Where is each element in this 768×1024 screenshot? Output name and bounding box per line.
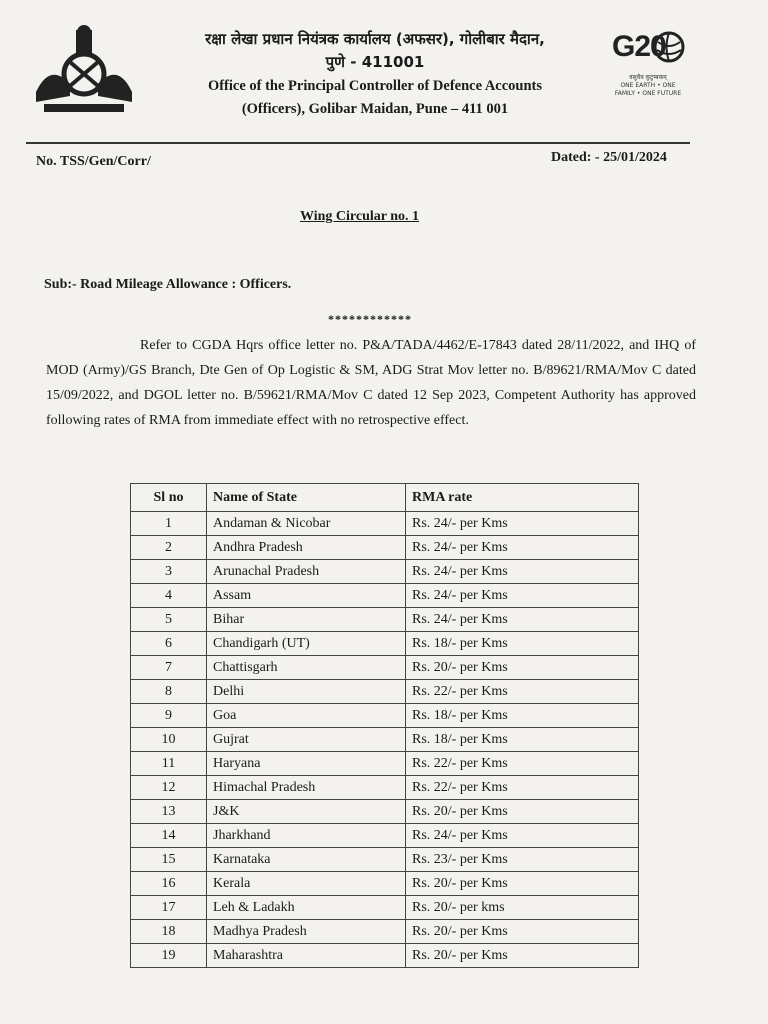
table-row xyxy=(131,536,639,560)
table-row xyxy=(131,512,639,536)
state-cell: Chandigarh (UT) xyxy=(207,632,406,656)
rate-cell: Rs. 24/- per Kms xyxy=(406,824,639,848)
state-cell: Karnataka xyxy=(207,848,406,872)
state-cell: Maharashtra xyxy=(207,944,406,968)
letter-date: Dated: - 25/01/2024 xyxy=(551,150,667,165)
rate-cell: Rs. 18/- per Kms xyxy=(406,632,639,656)
sl-cell: 18 xyxy=(131,920,207,944)
table-row xyxy=(131,920,639,944)
sl-cell: 8 xyxy=(131,680,207,704)
rate-cell: Rs. 24/- per Kms xyxy=(406,584,639,608)
header-divider xyxy=(26,142,690,144)
state-cell: Jharkhand xyxy=(207,824,406,848)
rate-cell: Rs. 20/- per Kms xyxy=(406,944,639,968)
table-header-row xyxy=(131,484,639,512)
rate-cell: Rs. 18/- per Kms xyxy=(406,728,639,752)
rate-cell: Rs. 24/- per Kms xyxy=(406,512,639,536)
state-cell: Kerala xyxy=(207,872,406,896)
g20-tagline xyxy=(612,74,684,98)
state-cell: Andhra Pradesh xyxy=(207,536,406,560)
rate-cell: Rs. 24/- per Kms xyxy=(406,608,639,632)
sl-cell: 2 xyxy=(131,536,207,560)
g20-logo: G20 xyxy=(612,30,666,63)
body-paragraph: Refer to CGDA Hqrs office letter no. P&A/TADA/4462/E-17843 dated 28/11/2022, and IHQ of MOD (Army)/GS Branch, Dte Gen of Op Logistic & SM, ADG Strat Mov letter no. B/89621/RMA/Mov C dated 15/09/2022, and DGOL letter no. B/59621/RMA/Mov C dated 12 Sep 2023, Competent Authority has approved following rates of RMA from immediate effect with no retrospective effect. xyxy=(46,338,696,428)
sl-cell: 1 xyxy=(131,512,207,536)
rate-cell: Rs. 22/- per Kms xyxy=(406,776,639,800)
sl-cell: 6 xyxy=(131,632,207,656)
rma-rates-table xyxy=(130,483,639,968)
sl-cell: 13 xyxy=(131,800,207,824)
table-row xyxy=(131,704,639,728)
rate-cell: Rs. 20/- per Kms xyxy=(406,800,639,824)
table-row xyxy=(131,824,639,848)
sl-cell: 19 xyxy=(131,944,207,968)
state-cell: Andaman & Nicobar xyxy=(207,512,406,536)
state-cell: Madhya Pradesh xyxy=(207,920,406,944)
header-sl-no: Sl no xyxy=(131,484,207,512)
sl-cell: 10 xyxy=(131,728,207,752)
office-name-hindi: रक्षा लेखा प्रधान नियंत्रक कार्यालय (अफसर), गोलीबार मैदान, xyxy=(205,30,545,48)
sl-cell: 17 xyxy=(131,896,207,920)
rate-cell: Rs. 18/- per Kms xyxy=(406,704,639,728)
table-row xyxy=(131,776,639,800)
rate-cell: Rs. 23/- per Kms xyxy=(406,848,639,872)
state-cell: Haryana xyxy=(207,752,406,776)
subject-line: Sub:- Road Mileage Allowance : Officers. xyxy=(44,277,292,292)
state-cell: Himachal Pradesh xyxy=(207,776,406,800)
rate-cell: Rs. 24/- per Kms xyxy=(406,536,639,560)
state-cell: Goa xyxy=(207,704,406,728)
table-row xyxy=(131,608,639,632)
table-row xyxy=(131,560,639,584)
state-cell: Arunachal Pradesh xyxy=(207,560,406,584)
state-cell: Chattisgarh xyxy=(207,656,406,680)
rate-cell: Rs. 24/- per Kms xyxy=(406,560,639,584)
rate-cell: Rs. 20/- per Kms xyxy=(406,656,639,680)
sl-cell: 7 xyxy=(131,656,207,680)
circular-title: Wing Circular no. 1 xyxy=(300,209,420,224)
rate-cell: Rs. 20/- per kms xyxy=(406,896,639,920)
table-row xyxy=(131,656,639,680)
table-row xyxy=(131,728,639,752)
sl-cell: 4 xyxy=(131,584,207,608)
table-row xyxy=(131,632,639,656)
state-cell: Assam xyxy=(207,584,406,608)
g20-globe-icon xyxy=(652,30,686,64)
office-address-english: (Officers), Golibar Maidan, Pune – 411 001 xyxy=(241,101,509,117)
state-cell: Delhi xyxy=(207,680,406,704)
table-row xyxy=(131,872,639,896)
table-row xyxy=(131,944,639,968)
table-body xyxy=(131,512,639,968)
reference-number: No. TSS/Gen/Corr/ xyxy=(36,154,151,169)
sl-cell: 15 xyxy=(131,848,207,872)
g20-tagline-hindi: वसुधैव कुटुम्बकम् xyxy=(629,74,667,81)
state-cell: Bihar xyxy=(207,608,406,632)
state-cell: J&K xyxy=(207,800,406,824)
sl-cell: 5 xyxy=(131,608,207,632)
table-row xyxy=(131,680,639,704)
rate-cell: Rs. 20/- per Kms xyxy=(406,872,639,896)
table-row xyxy=(131,896,639,920)
table-row xyxy=(131,752,639,776)
rate-cell: Rs. 22/- per Kms xyxy=(406,752,639,776)
header-state-name: Name of State xyxy=(207,484,406,512)
table-row xyxy=(131,584,639,608)
rate-cell: Rs. 20/- per Kms xyxy=(406,920,639,944)
sl-cell: 11 xyxy=(131,752,207,776)
table-row xyxy=(131,848,639,872)
sl-cell: 16 xyxy=(131,872,207,896)
g20-tagline-english: ONE EARTH • ONE FAMILY • ONE FUTURE xyxy=(614,82,682,97)
office-name-english: Office of the Principal Controller of Defence Accounts xyxy=(207,78,543,94)
sl-cell: 14 xyxy=(131,824,207,848)
table-row xyxy=(131,800,639,824)
state-cell: Leh & Ladakh xyxy=(207,896,406,920)
sl-cell: 12 xyxy=(131,776,207,800)
header-rma-rate: RMA rate xyxy=(406,484,639,512)
office-city-hindi: पुणे - 411001 xyxy=(325,53,425,71)
separator: ************ xyxy=(328,312,412,326)
sl-cell: 9 xyxy=(131,704,207,728)
defence-accounts-emblem-icon xyxy=(30,22,138,118)
rate-cell: Rs. 22/- per Kms xyxy=(406,680,639,704)
state-cell: Gujrat xyxy=(207,728,406,752)
sl-cell: 3 xyxy=(131,560,207,584)
